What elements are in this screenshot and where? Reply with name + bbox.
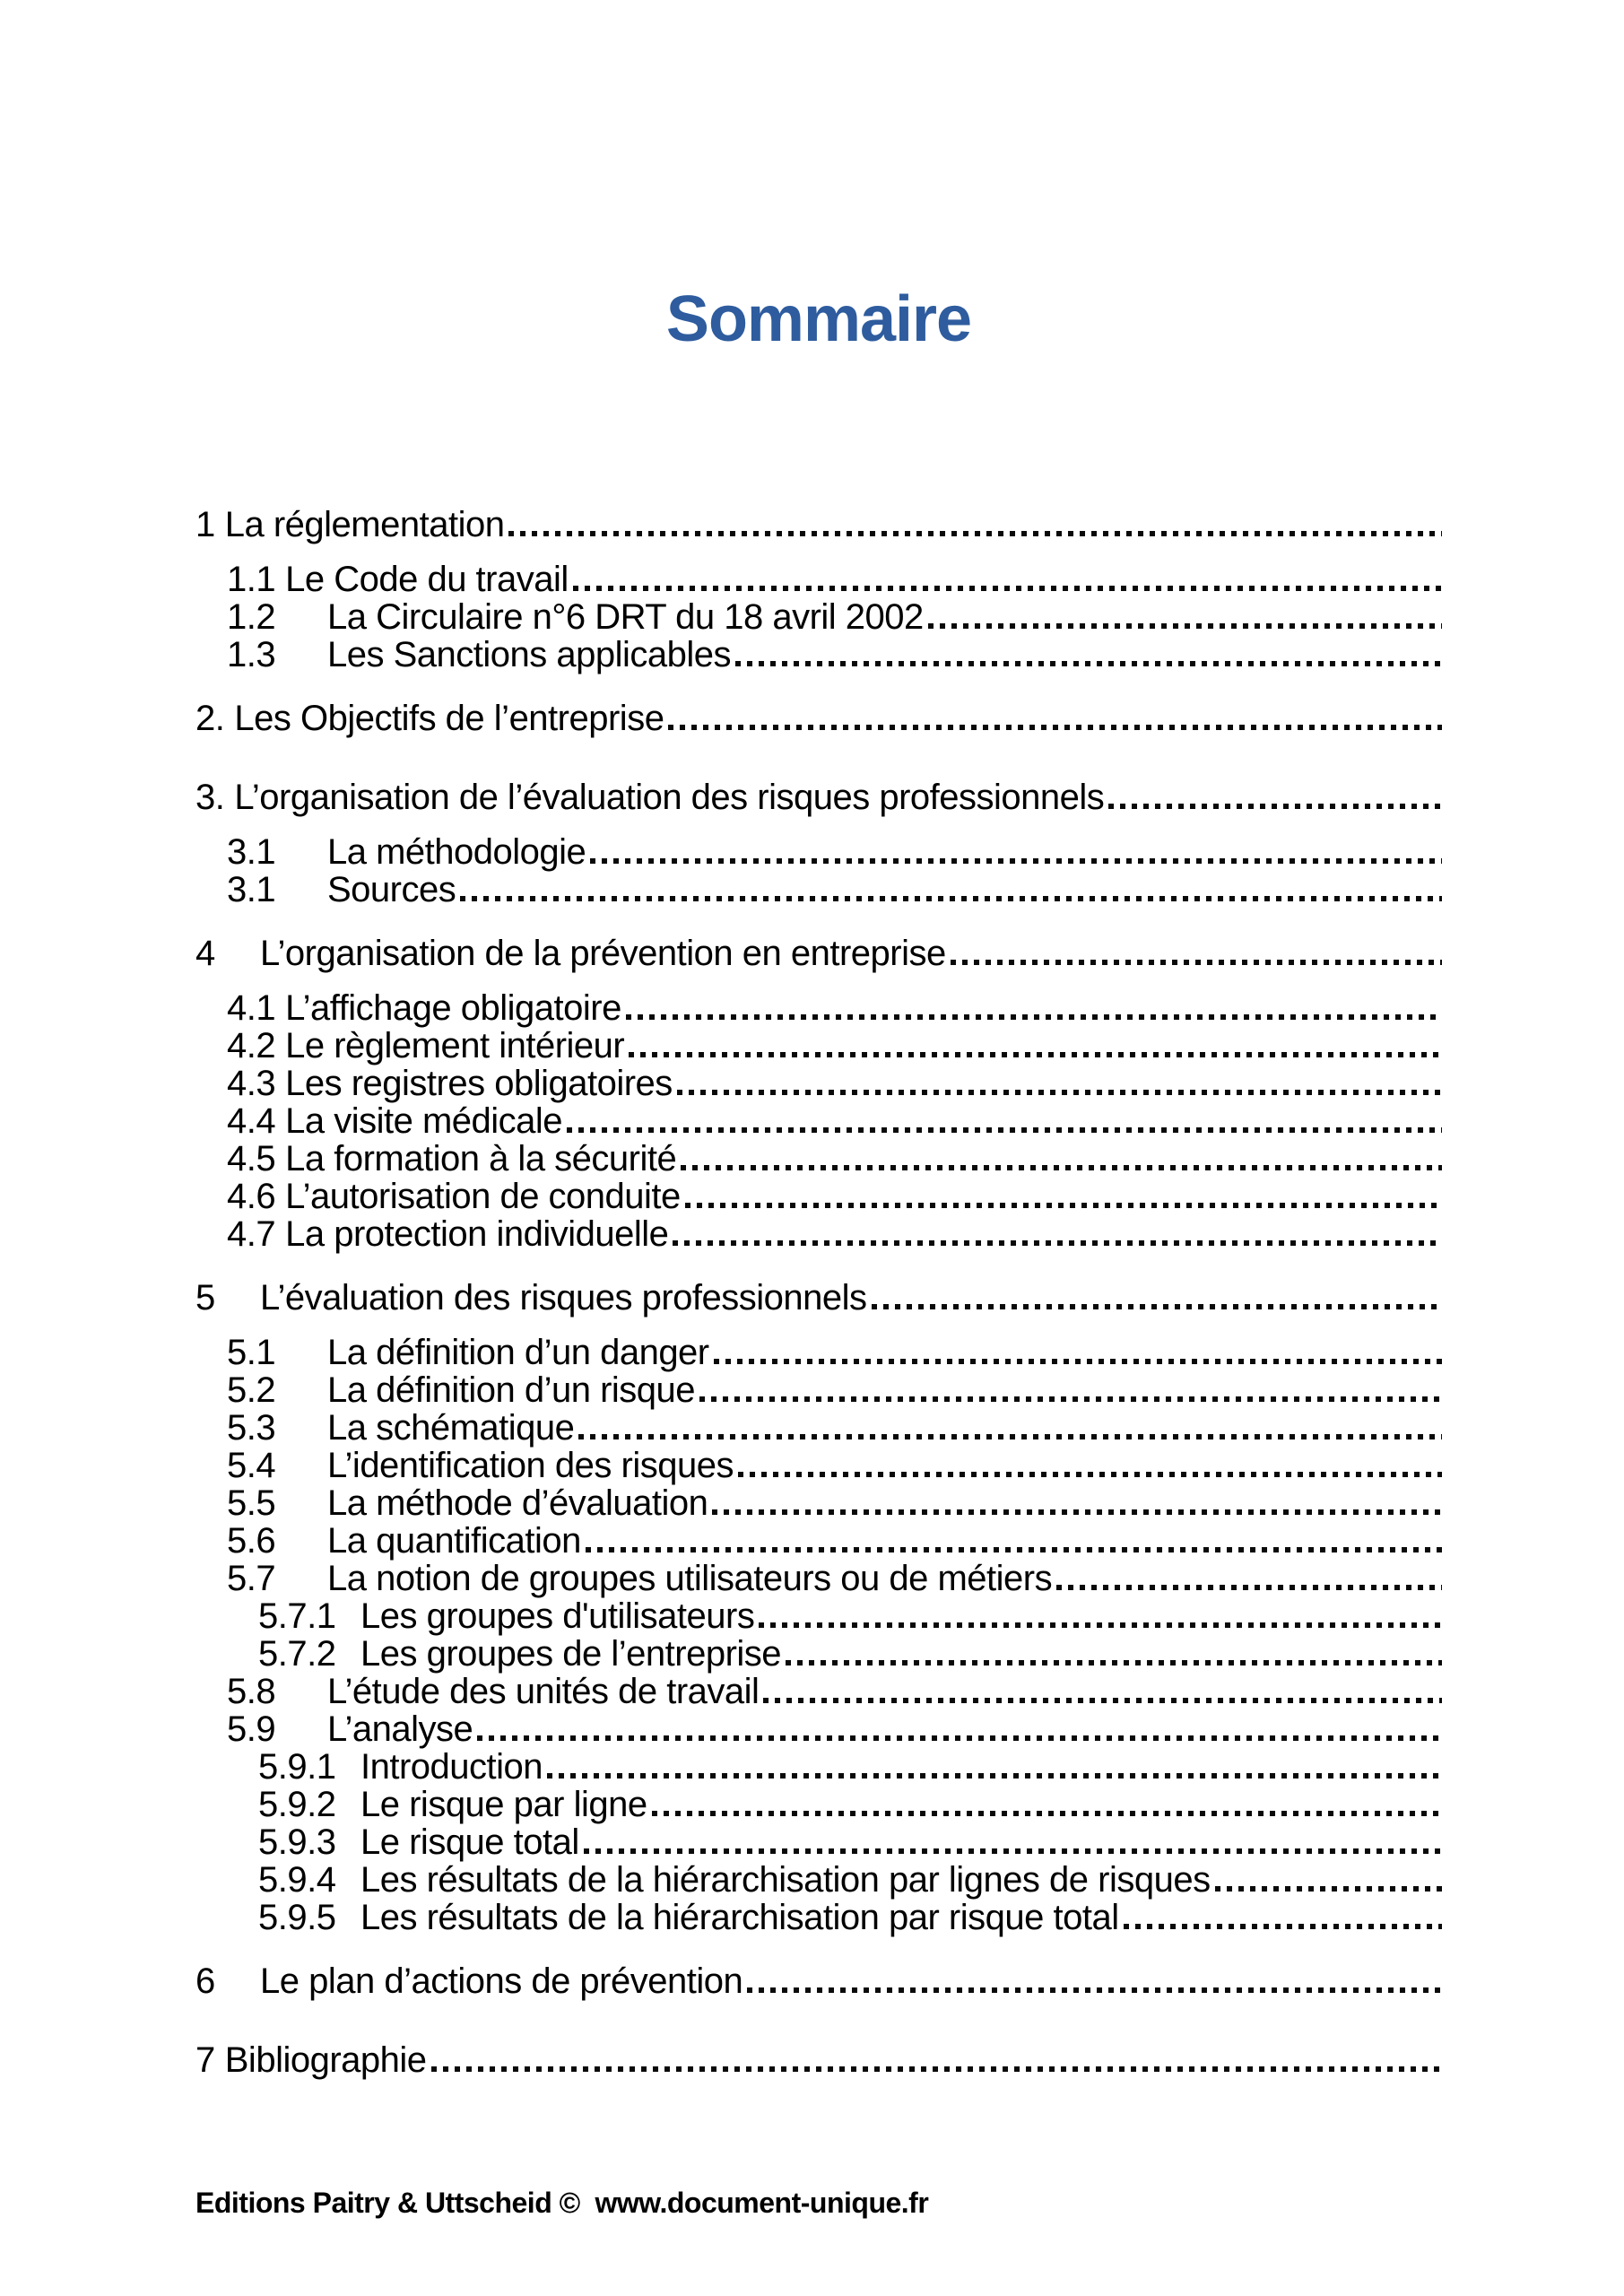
dot-leader	[677, 1090, 1442, 1095]
toc-entry-label: La notion de groupes utilisateurs ou de métiers	[327, 1559, 1053, 1598]
toc-entry-number: 5.6	[227, 1521, 276, 1561]
toc-entry-label: La méthode d’évaluation	[327, 1483, 708, 1523]
toc-entry-label: La définition d’un danger	[327, 1333, 709, 1372]
toc-entry	[195, 1140, 1442, 1178]
dot-leader	[629, 1052, 1442, 1057]
dot-leader	[673, 1240, 1442, 1246]
toc-entry-number: 5	[195, 1278, 215, 1318]
toc-entry	[195, 1065, 1442, 1102]
dot-leader	[626, 1014, 1442, 1020]
toc-entry	[195, 989, 1442, 1027]
dot-leader	[668, 725, 1442, 730]
toc-entry-label: La visite médicale	[285, 1101, 563, 1141]
toc-entry-label: La définition d’un risque	[327, 1370, 696, 1410]
toc-list	[195, 506, 1442, 2079]
toc-entry-label: Introduction	[360, 1747, 543, 1787]
toc-entry	[195, 1597, 1442, 1635]
toc-entry-number: 4.1	[227, 988, 276, 1028]
toc-entry-label: Les groupes d'utilisateurs	[360, 1596, 755, 1636]
toc-entry	[195, 1673, 1442, 1710]
dot-leader	[652, 1811, 1442, 1816]
toc-entry	[195, 778, 1442, 816]
toc-entry	[195, 935, 1442, 972]
dot-leader	[547, 1773, 1442, 1779]
toc-entry-number: 4.6	[227, 1177, 276, 1216]
footer-text: Editions Paitry & Uttscheid © www.document-unique.fr	[195, 2187, 929, 2219]
dot-leader	[590, 858, 1442, 864]
toc-entry-number: 5.9.4	[258, 1860, 336, 1900]
toc-entry	[195, 1027, 1442, 1065]
dot-leader	[763, 1698, 1442, 1703]
toc-entry-label: Le règlement intérieur	[285, 1026, 625, 1065]
dot-leader	[681, 1165, 1442, 1170]
toc-entry-label: La formation à la sécurité	[285, 1139, 677, 1178]
toc-entry-number: 5.7	[227, 1559, 276, 1598]
dot-leader	[460, 896, 1442, 901]
toc-entry	[195, 871, 1442, 909]
toc-entry-label: La quantification	[327, 1521, 581, 1561]
toc-entry-number: 4.5	[227, 1139, 276, 1178]
toc-entry-number: 6	[195, 1961, 215, 2001]
toc-entry-label: La réglementation	[224, 505, 505, 544]
dot-leader	[699, 1396, 1442, 1402]
toc-entry	[195, 1748, 1442, 1786]
toc-entry-number: 5.9.1	[258, 1747, 336, 1787]
toc-entry-label: La protection individuelle	[285, 1214, 669, 1254]
toc-entry	[195, 1334, 1442, 1371]
toc-entry	[195, 1371, 1442, 1409]
toc-entry-label: Les résultats de la hiérarchisation par lignes de risques	[360, 1860, 1211, 1900]
toc-entry	[195, 1102, 1442, 1140]
dot-leader	[872, 1304, 1443, 1309]
toc-entry	[195, 1409, 1442, 1447]
toc-entry-number: 5.4	[227, 1446, 276, 1485]
toc-entry-number: 1.1	[227, 560, 276, 599]
toc-entry-label: Le Code du travail	[285, 560, 569, 599]
dot-leader	[1056, 1585, 1442, 1590]
toc-entry	[195, 1823, 1442, 1861]
toc-entry-label: Le risque par ligne	[360, 1785, 647, 1824]
dot-leader	[951, 960, 1442, 965]
toc-entry-number: 4.4	[227, 1101, 276, 1141]
dot-leader	[584, 1848, 1442, 1854]
toc-entry-number: 1.3	[227, 635, 276, 674]
toc-entry	[195, 2041, 1442, 2079]
dot-leader	[738, 1472, 1442, 1477]
toc-entry	[195, 636, 1442, 674]
toc-entry-number: 5.9.2	[258, 1785, 336, 1824]
toc-entry	[195, 506, 1442, 544]
toc-entry-label: Les groupes de l’entreprise	[360, 1634, 782, 1674]
toc-entry-label: L’organisation de la prévention en entreprise	[260, 934, 946, 973]
dot-leader	[573, 586, 1442, 591]
dot-leader	[928, 623, 1442, 629]
toc-entry	[195, 1522, 1442, 1560]
dot-leader	[578, 1434, 1442, 1439]
toc-entry-number: 4	[195, 934, 215, 973]
toc-entry	[195, 1484, 1442, 1522]
toc-entry-label: L’évaluation des risques professionnels	[260, 1278, 867, 1318]
toc-entry-number: 5.7.1	[258, 1596, 336, 1636]
toc-entry-number: 4.7	[227, 1214, 276, 1254]
dot-leader	[1215, 1886, 1442, 1892]
toc-entry	[195, 1215, 1442, 1253]
toc-entry	[195, 1560, 1442, 1597]
toc-entry-label: Bibliographie	[224, 2040, 427, 2080]
toc-entry	[195, 1899, 1442, 1936]
toc-entry-label: La méthodologie	[327, 832, 586, 872]
toc-entry-number: 4.3	[227, 1064, 276, 1103]
dot-leader	[477, 1735, 1442, 1741]
toc-entry-label: Le risque total	[360, 1822, 579, 1862]
toc-entry-label: Le plan d’actions de prévention	[260, 1961, 743, 2001]
dot-leader	[759, 1622, 1442, 1628]
toc-entry-number: 1.2	[227, 597, 276, 637]
toc-entry	[195, 598, 1442, 636]
toc-entry-label: L’identification des risques	[327, 1446, 734, 1485]
toc-entry-label: L’analyse	[327, 1709, 473, 1749]
dot-leader	[1108, 804, 1442, 809]
toc-entry-number: 1	[195, 505, 215, 544]
dot-leader	[431, 2066, 1442, 2072]
toc-entry	[195, 1710, 1442, 1748]
toc-entry	[195, 1861, 1442, 1899]
dot-leader	[508, 531, 1442, 536]
toc-entry	[195, 833, 1442, 871]
toc-entry-label: L’organisation de l’évaluation des risques professionnels	[234, 778, 1105, 817]
toc-entry-label: La Circulaire n°6 DRT du 18 avril 2002	[327, 597, 924, 637]
toc-entry-label: Les Sanctions applicables	[327, 635, 732, 674]
toc-entry	[195, 1447, 1442, 1484]
toc-entry-number: 5.9.3	[258, 1822, 336, 1862]
toc-entry-number: 3.1	[227, 832, 276, 872]
dot-leader	[685, 1203, 1442, 1208]
toc-entry-number: 4.2	[227, 1026, 276, 1065]
dot-leader	[586, 1547, 1442, 1552]
toc-entry	[195, 700, 1442, 737]
toc-entry-label: Les résultats de la hiérarchisation par risque total	[360, 1898, 1119, 1937]
toc-entry-number: 2.	[195, 699, 225, 738]
page-title: Sommaire	[665, 283, 972, 355]
toc-entry-number: 5.2	[227, 1370, 276, 1410]
dot-leader	[567, 1127, 1442, 1133]
toc-entry	[195, 1279, 1442, 1317]
toc-entry	[195, 1786, 1442, 1823]
toc-entry-number: 3.1	[227, 870, 276, 909]
toc-entry-label: L’étude des unités de travail	[327, 1672, 760, 1711]
toc-entry-number: 5.1	[227, 1333, 276, 1372]
toc-entry-label: L’autorisation de conduite	[285, 1177, 681, 1216]
toc-entry-number: 5.8	[227, 1672, 276, 1711]
toc-entry-label: Les registres obligatoires	[285, 1064, 673, 1103]
dot-leader	[786, 1660, 1442, 1665]
dot-leader	[714, 1359, 1442, 1364]
dot-leader	[1124, 1924, 1442, 1929]
toc-entry-number: 5.7.2	[258, 1634, 336, 1674]
toc-entry-label: Sources	[327, 870, 456, 909]
dot-leader	[747, 1987, 1442, 1993]
toc-entry	[195, 561, 1442, 598]
toc-entry-number: 5.9	[227, 1709, 276, 1749]
toc-entry-number: 7	[195, 2040, 215, 2080]
toc-entry-number: 3.	[195, 778, 225, 817]
toc-entry	[195, 1962, 1442, 2000]
toc-entry-number: 5.5	[227, 1483, 276, 1523]
toc-entry-label: La schématique	[327, 1408, 575, 1448]
toc-entry-number: 5.9.5	[258, 1898, 336, 1937]
toc-entry-number: 5.3	[227, 1408, 276, 1448]
toc-entry	[195, 1178, 1442, 1215]
toc-entry-label: L’affichage obligatoire	[285, 988, 621, 1028]
toc-entry-label: Les Objectifs de l’entreprise	[234, 699, 664, 738]
toc-entry	[195, 1635, 1442, 1673]
dot-leader	[735, 661, 1442, 666]
dot-leader	[712, 1509, 1442, 1515]
